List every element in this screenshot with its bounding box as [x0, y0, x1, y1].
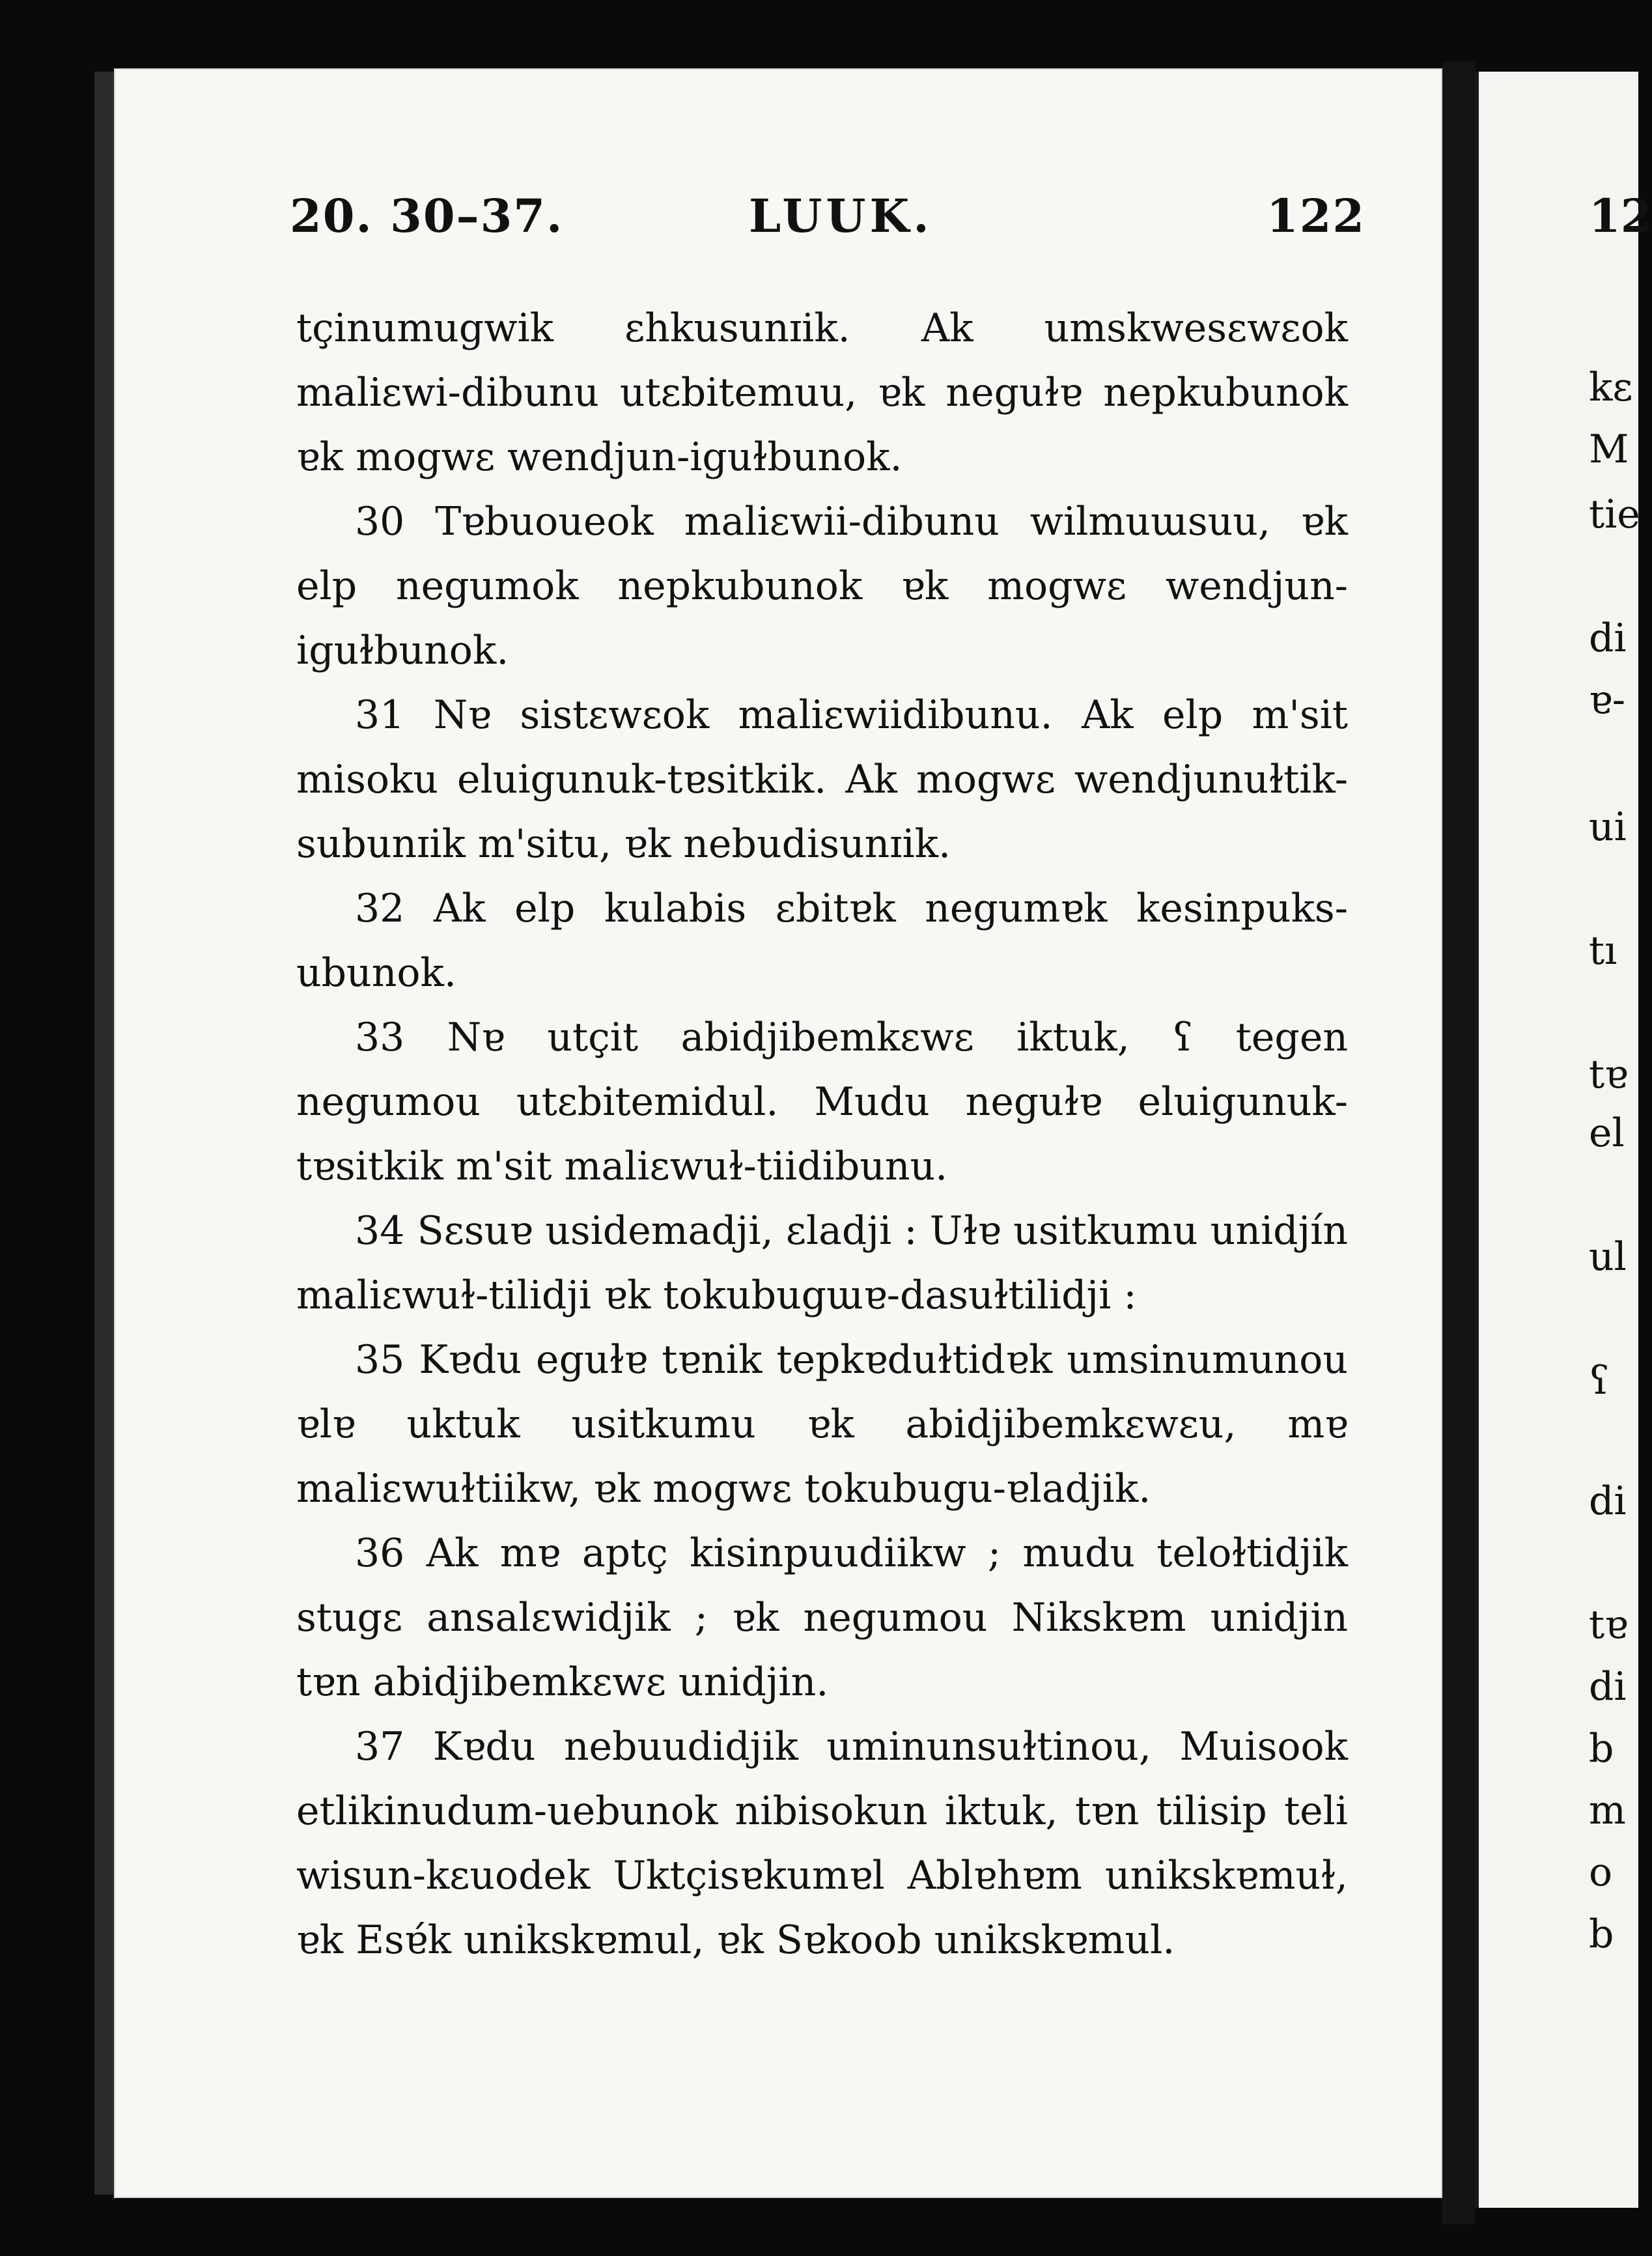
right-fragment: M — [1589, 427, 1629, 472]
right-fragment: tɐ — [1589, 1052, 1628, 1097]
right-fragment: ul — [1589, 1234, 1627, 1280]
right-fragment: tie — [1589, 492, 1640, 537]
verse-33: 33 Nɐ utçit abidjibemkɛwɛ iktuk, ʕ tegen negumou utɛbitemidul. Mudu neguɫɐ eluigunuk-tɐsitkik m'sit maliɛwuɫ-tiidibunu. — [296, 1015, 1348, 1189]
verse-31: 31 Nɐ sistɛwɛok maliɛwiidibunu. Ak elp m'sit misoku eluigunuk-tɐsitkik. Ak mogwɛ wendjunuɫtik-subunɪik m'situ, ɐk nebudisunɪik. — [296, 692, 1348, 867]
page-body-text — [296, 296, 1348, 1973]
running-head-title: LUUK. — [749, 189, 933, 243]
right-fragment: o — [1589, 1850, 1613, 1895]
verse-36: 36 Ak mɐ aptç kisinpuudiikw ; mudu teloɫtidjik stugɛ ansalɛwidjik ; ɐk negumou Nikskɐm unidjin tɐn abidjibemkɛwɛ unidjin. — [296, 1530, 1348, 1705]
right-fragment: kɛ — [1589, 365, 1633, 410]
right-fragment: b — [1589, 1911, 1614, 1957]
running-head-reference: 20. 30–37. — [290, 189, 564, 243]
right-page-number-fragment: 12 — [1589, 189, 1652, 243]
verse-32: 32 Ak elp kulabis ɛbitɐk negumɐk kesinpuksubunok. — [296, 886, 1348, 996]
right-fragment: b — [1589, 1726, 1614, 1771]
verse-34: 34 Sɛsuɐ usidemadji, ɛladji : Uɫɐ usitkumu unidjín maliɛwuɫ-tilidji ɐk tokubugɯɐ-dasuɫtilidji : — [296, 1208, 1348, 1318]
left-gutter-shadow — [94, 72, 114, 2195]
paragraph-continuation: tçinumugwik ɛhkusunɪik. Ak umskwesɛwɛok maliɛwi-dibunu utɛbitemuu, ɐk neguɫɐ nepkubunok ɐk mogwɛ wendjun-iguɫbunok. — [296, 305, 1348, 480]
right-fragment: di — [1589, 1478, 1627, 1524]
right-fragment: ui — [1589, 804, 1627, 850]
right-fragment: el — [1589, 1110, 1625, 1156]
right-fragment: tɐ — [1589, 1602, 1628, 1648]
right-fragment: di — [1589, 1664, 1627, 1710]
right-fragment: ʕ — [1589, 1358, 1610, 1403]
right-fragment: tı — [1589, 928, 1617, 974]
book-spine — [1442, 62, 1475, 2224]
verse-37: 37 Kɐdu nebuudidjik uminunsuɫtinou, Muisook etlikinudum-uebunok nibisokun iktuk, tɐn tilisip teli wisun-kɛuodek Uktçisɐkumɐl Ablɐhɐm unikskɐmuɫ, ɐk Esɐ́k unikskɐmul, ɐk Sɐkoob unikskɐmul. — [296, 1724, 1348, 1963]
page-number: 122 — [1267, 189, 1366, 243]
right-fragment: m — [1589, 1788, 1626, 1833]
right-fragment: di — [1589, 615, 1627, 661]
verse-35: 35 Kɐdu eguɫɐ tɐnik tepkɐduɫtidɐk umsinumunou ɐlɐ uktuk usitkumu ɐk abidjibemkɛwɛu, mɐ maliɛwuɫtiikw, ɐk mogwɛ tokubugu-ɐladjik. — [296, 1337, 1348, 1512]
verse-30: 30 Tɐbuoueok maliɛwii-dibunu wilmuɯsuu, ɐk elp negumok nepkubunok ɐk mogwɛ wendjuniguɫbunok. — [296, 499, 1348, 673]
right-fragment: ɐ- — [1589, 677, 1626, 723]
